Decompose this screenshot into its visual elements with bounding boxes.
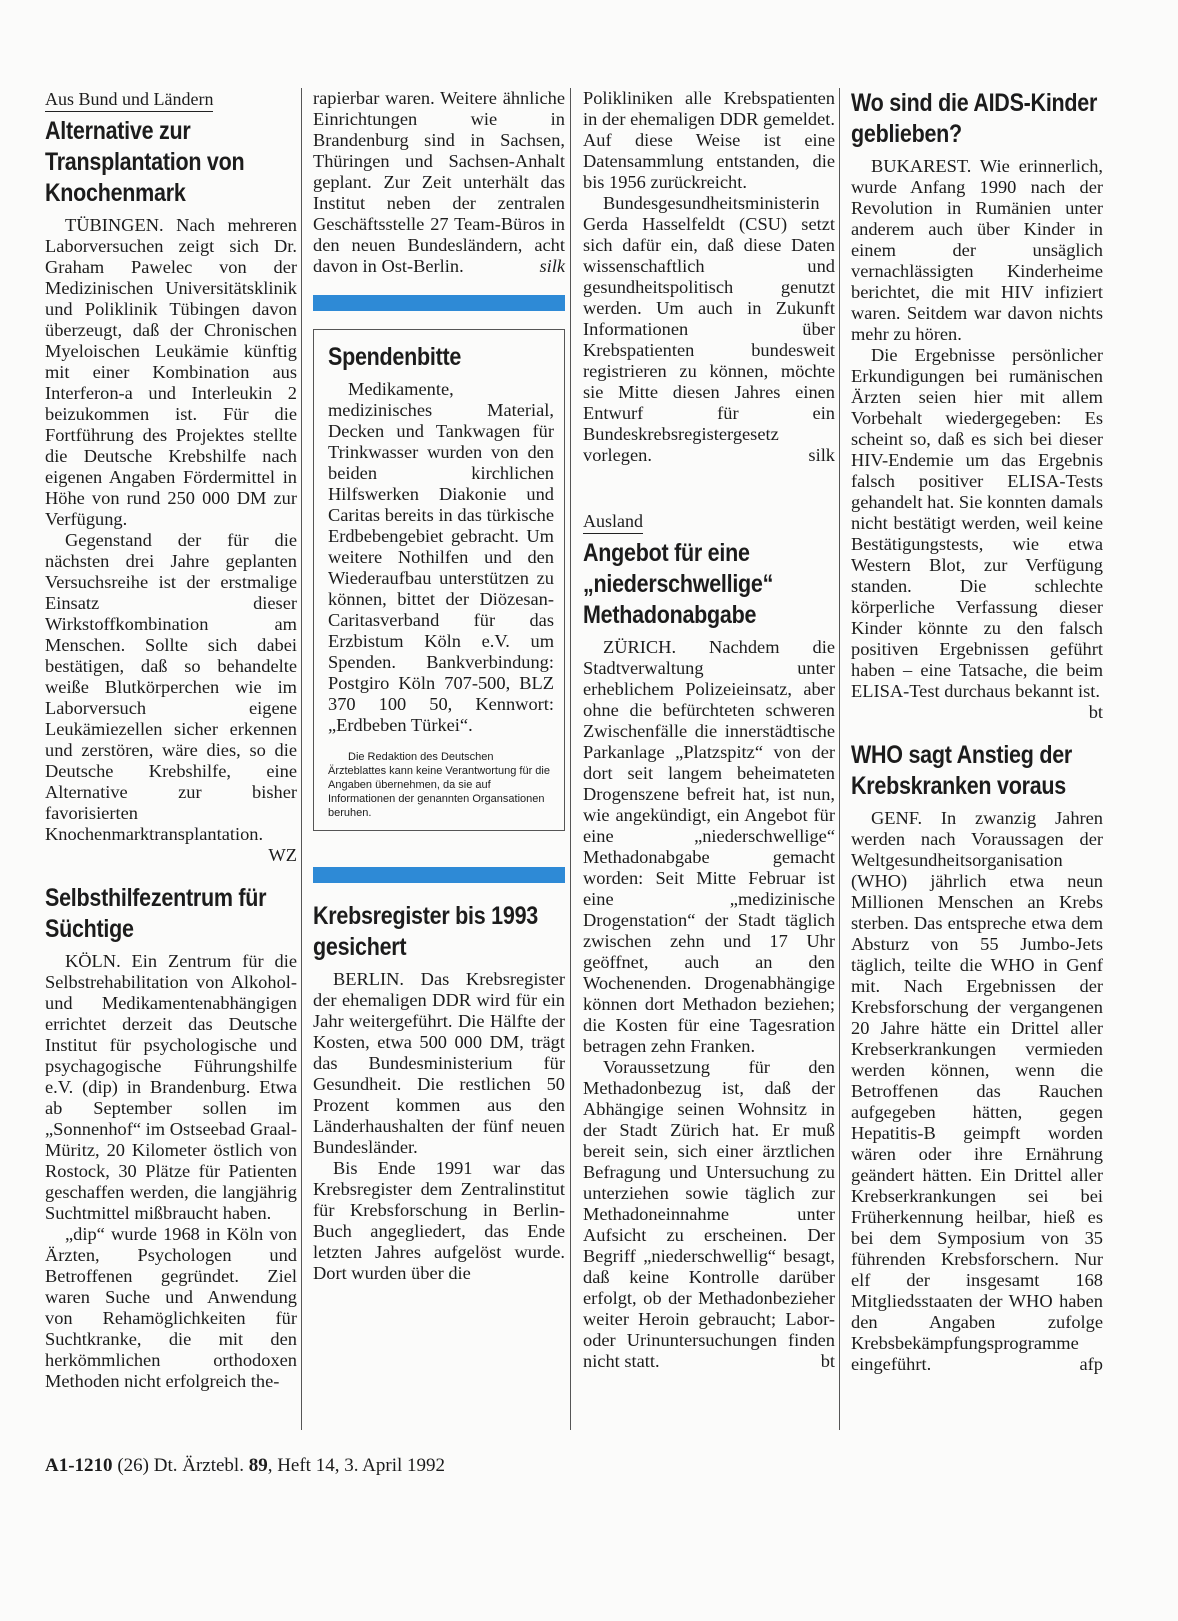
article-paragraph: Polikliniken alle Krebspatienten in der ehemaligen DDR gemeldet. Auf diese Weise ist eine Datensammlung entstanden, die bis 1956 zurückreicht. <box>583 88 835 192</box>
paragraph-text: GENF. In zwanzig Jahren werden nach Voraussagen der Weltgesundheitsorganisation (WHO) jährlich etwa neun Millionen Menschen an Krebs sterben. Das entspreche etwa dem Absturz von 55 Jumbo-Jets täglich, teilte die WHO in Genf mit. Nach Ergebnissen der Krebsforschung der vergangenen 20 Jahre hätte ein Drittel aller Krebserkrankungen vermieden werden können, wenn die Betroffenen das Rauchen aufgegeben hätten, gegen Hepatitis-B geimpft worden wären oder ihre Ernährung geändert hätten. Ein Drittel aller Krebserkrankungen sei bei Früherkennung heilbar, hieß es bei dem Symposium von 35 führenden Krebsforschern. Nur elf der insgesamt 168 Mitgliedsstaaten der WHO haben den Angaben zufolge Krebsbekämpfungsprogramme eingeführt. <box>851 808 1103 1374</box>
author-signature: silk <box>808 445 835 465</box>
volume-number: 89 <box>248 1455 268 1476</box>
column-rule <box>301 88 302 1430</box>
spacer <box>583 466 835 510</box>
column-3 <box>583 88 835 1372</box>
article-paragraph: TÜBINGEN. Nach mehreren Laborversuchen zeigt sich Dr. Graham Pawelec von der Medizinischen Universitätsklinik und Poliklinik Tübingen davon überzeugt, daß der Chronischen Myeloischen Leukämie künftig mit einer Kombination aus Interferon-a und Interleukin 2 beizukommen ist. Für die Fortführung des Projektes stellte die Deutsche Krebshilfe nach eigenen Angaben Fördermittel in Höhe von rund 250 000 DM zur Verfügung. <box>45 215 297 529</box>
article-title: Wo sind die AIDS-Kinder geblieben? <box>851 89 1098 148</box>
article-paragraph: KÖLN. Ein Zentrum für die Selbstrehabilitation von Alkohol- und Medikamentenabhängigen errichtet derzeit das Deutsche Institut für psychologische und psychagogische Führungshilfe e.V. (dip) in Brandenburg. Etwa ab September sollen im „Sonnenhof“ im Ostseebad Graal-Müritz, 20 Kilometer östlich von Rostock, 30 Plätze für Patienten geschaffen werden, die langjährig Suchtmittel mißbraucht haben. <box>45 951 297 1223</box>
box-title: Spendenbitte <box>328 343 462 371</box>
section-kicker: Aus Bund und Ländern <box>45 88 213 112</box>
article-paragraph: „dip“ wurde 1968 in Köln von Ärzten, Psychologen und Betroffenen gegründet. Ziel waren Suche und Anwendung von Rehamöglichkeiten für Suchtkranke, die mit den herkömmlichen orthodoxen Methoden nicht erfolgreich the- <box>45 1224 297 1391</box>
article-title: Angebot für eine „niederschwellige“ Methadonabgabe <box>583 539 774 629</box>
column-1 <box>45 88 297 1392</box>
paragraph-text: Die Ergebnisse persönlicher Erkundigungen bei rumänischen Ärzten seien hier mit allem Vorbehalt wiedergegeben: Es scheint so, daß es sich bei dieser HIV-Endemie um das Ergebnis falsch positiver ELISA-Tests gehandelt hat. Sie konnten damals nicht bestätigt werden, weil keine Bestätigungstests, wie etwa Western Blot, zur Verfügung standen. Die schlechte körperliche Verfassung dieser Kinder könnte zu den falsch positiven Ergebnissen geführt haben – eine Tatsache, die beim ELISA-Test durchaus bekannt ist. <box>851 345 1103 701</box>
article-paragraph <box>583 1057 835 1372</box>
article-paragraph <box>45 530 297 865</box>
editorial-note: Die Redaktion des Deutschen Ärzteblattes kann keine Verantwortung für die Angaben übernehmen, da sie auf Informationen der genannten Organsationen beruhen. <box>328 751 550 819</box>
page-footer <box>45 1455 445 1477</box>
article-paragraph <box>851 808 1103 1375</box>
spacer <box>851 702 1103 740</box>
donation-box <box>313 329 565 831</box>
article-paragraph: BUKAREST. Wie erinnerlich, wurde Anfang 1990 nach der Revolution in Rumänien unter anderem auch über Kinder in einem der unsäglich vernachlässigten Kinderheime berichtet, die mit HIV infiziert waren. Seitdem war davon nichts mehr zu hören. <box>851 156 1103 344</box>
blue-divider-bar <box>313 867 565 883</box>
column-rule <box>570 88 571 1430</box>
footer-issue: , Heft 14, 3. April 1992 <box>267 1455 446 1476</box>
author-signature: silk <box>539 256 565 276</box>
column-2 <box>313 88 565 1284</box>
paragraph-text: rapierbar waren. Weitere ähnliche Einrichtungen wie in Brandenburg sind in Sachsen, Thüringen und Sachsen-Anhalt geplant. Zur Zeit unterhält das Institut neben der zentralen Geschäftsstelle 27 Team-Büros in den neuen Bundesländern, acht davon in Ost-Berlin. <box>313 88 565 276</box>
column-rule <box>839 88 840 1430</box>
author-signature: bt <box>1088 702 1103 722</box>
article-paragraph <box>851 345 1103 722</box>
article-paragraph: ZÜRICH. Nachdem die Stadtverwaltung unter erheblichem Polizeieinsatz, aber ohne die befürchteten schweren Zwischenfälle die innerstädtische Parkanlage „Platzspitz“ von der dort seit langem beheimateten Drogenszene befreit hat, ist nun, wie angekündigt, ein Angebot für eine „niederschwellige“ Methadonabgabe gemacht worden: Seit Mitte Februar ist eine „medizinische Drogenstation“ der Stadt täglich zwischen zehn und 17 Uhr geöffnet, auch an den Wochenenden. Drogenabhängige können dort Methadon beziehen; die Kosten für eine Tagesration betragen zehn Franken. <box>583 637 835 1056</box>
paragraph-text: Gegenstand der für die nächsten drei Jahre geplanten Versuchsreihe ist der erstmalige Einsatz dieser Wirkstoffkombination am Menschen. Sollte sich dabei bestätigen, daß so behandelte weiße Blutkörperchen wie im Laborversuch eigene Leukämiezellen sicher erkennen und zerstören, wäre dies, so die Deutsche Krebshilfe, eine Alternative zur bisher favorisierten Knochenmarktransplantation. <box>45 530 297 844</box>
article-title: Alternative zur Transplantation von Knochenmark <box>45 117 245 207</box>
article-paragraph: Bis Ende 1991 war das Krebsregister dem Zentralinstitut für Krebsforschung in Berlin-Buch angegliedert, das Ende letzten Jahres aufgelöst wurde. Dort wurden über die <box>313 1158 565 1283</box>
footer-citation: (26) Dt. Ärztebl. <box>117 1455 244 1476</box>
author-signature: bt <box>820 1351 835 1371</box>
author-signature: WZ <box>268 845 297 865</box>
article-paragraph: BERLIN. Das Krebsregister der ehemaligen DDR wird für ein Jahr weitergeführt. Die Hälfte der Kosten, etwa 500 000 DM, trägt das Bundesministerium für Gesundheit. Die restlichen 50 Prozent kommen aus den Länderhaushalten der fünf neuen Bundesländer. <box>313 969 565 1157</box>
author-signature: afp <box>1079 1354 1103 1374</box>
paragraph-text: Voraussetzung für den Methadonbezug ist, daß der Abhängige seinen Wohnsitz in der Stadt Zürich hat. Er muß bereit sein, sich einer ärztlichen Befragung und Untersuchung zu unterziehen sowie täglich zur Methadoneinnahme unter Aufsicht zu erscheinen. Der Begriff „niederschwellig“ besagt, daß keine Kontrolle darüber erfolgt, ob der Methadonbezieher weiter Heroin gebraucht; Labor- oder Urinuntersuchungen finden nicht statt. <box>583 1057 835 1371</box>
blue-divider-bar <box>313 295 565 311</box>
article-title: Selbsthilfezentrum für Süchtige <box>45 884 267 943</box>
paragraph-text: Bundesgesundheitsministerin Gerda Hasselfeldt (CSU) setzt sich dafür ein, daß diese Daten wissenschaftlich und gesundheitspolitisch genutzt werden. Um auch in Zukunft Informationen über Krebspatienten bundesweit registrieren zu können, möchte sie Mitte diesen Jahres einen Entwurf für ein Bundeskrebsregistergesetz vorlegen. <box>583 193 835 465</box>
column-4 <box>851 88 1103 1375</box>
section-kicker: Ausland <box>583 510 643 534</box>
page-number: A1-1210 <box>45 1455 113 1476</box>
article-title: WHO sagt Anstieg der Krebskranken voraus <box>851 741 1073 800</box>
article-title: Krebsregister bis 1993 gesichert <box>313 902 538 961</box>
article-paragraph <box>583 193 835 466</box>
box-paragraph: Medikamente, medizinisches Material, Decken und Tankwagen für Trinkwasser wurden von den beiden kirchlichen Hilfswerken Diakonie und Caritas bereits in das türkische Erdbebengebiet gebracht. Um weitere Nothilfen und den Wiederaufbau unterstützen zu können, bittet der Diözesan-Caritasverband für das Erzbistum Köln e.V. um Spenden. Bankverbindung: Postgiro Köln 707-500, BLZ 370 100 50, Kennwort: „Erdbeben Türkei“. <box>328 379 554 735</box>
article-paragraph <box>313 88 565 277</box>
